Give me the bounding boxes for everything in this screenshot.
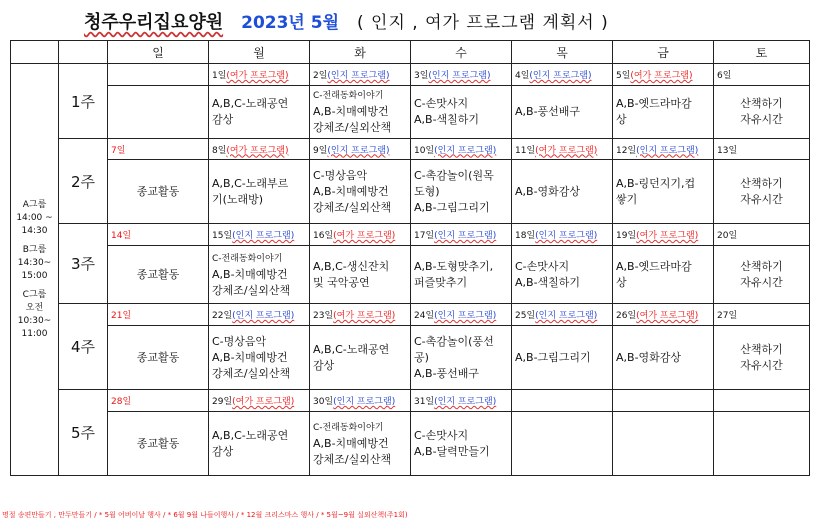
program-type: (여가 프로그램) [535,145,598,156]
day-header: 금 [613,41,714,64]
date-cell [512,390,613,412]
group-c [11,289,58,341]
activity-line: A,B-그림그리기 [515,350,591,364]
date-cell [310,390,411,412]
group-b [11,244,58,283]
activity-cell [714,160,810,224]
date-cell [209,64,310,86]
activity-line: C-손맛사지 [515,259,570,273]
plan-month: 2023년 5월 [241,13,340,33]
activity-line: 종교활동 [136,350,180,364]
date-number: 26일 [616,311,637,321]
date-cell [714,304,810,326]
date-number: 25일 [515,311,536,321]
activity-cell [613,246,714,304]
date-cell [613,304,714,326]
week-label: 2주 [59,139,108,224]
activity-cell [209,412,310,476]
program-type: (인지 프로그램) [434,311,497,321]
activity-row [11,412,810,476]
activity-cell [108,160,209,224]
day-header: 수 [411,41,512,64]
schedule-table [10,40,810,476]
date-number: 9일 [313,145,328,156]
activity-line: A,B-치매예방건 [313,184,389,198]
date-number: 24일 [414,311,435,321]
week-label: 5주 [59,390,108,476]
group-c-time: 10:30~ 11:00 [17,315,52,339]
activity-cell [310,160,411,224]
date-cell [310,304,411,326]
activity-row [11,86,810,139]
group-a-time: 14:00 ~ 14:30 [16,212,53,236]
group-c-label: C그룹 [22,289,47,300]
day-header: 월 [209,41,310,64]
activity-line: 상 [616,275,627,289]
date-cell [512,224,613,246]
activity-line: A,B-치매예방건 [313,105,389,118]
date-cell [108,390,209,412]
activity-cell [613,326,714,390]
activity-line: 기(노래방) [212,192,264,206]
activity-line: 자유시간 [740,113,783,126]
activity-line: 감상 [313,358,335,372]
activity-line: 감상 [212,113,234,126]
activity-line: A,B,C-노래공연 [313,342,390,356]
activity-cell [310,246,411,304]
activity-cell [310,86,411,139]
activity-line: 강체조/실외산책 [313,121,392,134]
activity-line: C-명상음악 [313,168,368,182]
date-cell [108,224,209,246]
corner-cell [59,41,108,64]
week-label: 3주 [59,224,108,304]
program-type: (인지 프로그램) [232,311,295,321]
activity-line: A,B-그림그리기 [414,200,490,214]
activity-line: 종교활동 [136,436,180,450]
program-type: (여가 프로그램) [226,71,289,81]
date-row [11,224,810,246]
activity-line: 쌓기 [616,192,638,206]
program-type: (인지 프로그램) [232,231,295,241]
program-type: (여가 프로그램) [636,231,699,241]
activity-row [11,246,810,304]
footer-notes: 명절 송편만들기 , 만두만들기 / * 5월 어버이날 행사 / * 6월 9월 나들이행사 / * 12월 크리스마스 행사 / * 5월~9월 실외산책(주1회) [2,511,408,519]
activity-line: A,B-달력만들기 [414,444,490,458]
activity-line: C-전래동화이야기 [313,422,384,433]
activity-line: A,B-치매예방건 [212,267,288,281]
date-number: 12일 [616,145,637,156]
activity-cell [310,326,411,390]
activity-line: 강체조/실외산책 [212,366,291,380]
date-cell [411,64,512,86]
date-number: 28일 [111,397,132,407]
activity-row [11,326,810,390]
date-cell [714,139,810,160]
date-cell [209,224,310,246]
activity-line: A,B-옛드라마감 [616,259,692,273]
date-row [11,304,810,326]
date-number: 16일 [313,231,334,241]
activity-line: C-명상음악 [212,334,267,348]
date-cell [411,224,512,246]
group-a [11,199,58,238]
activity-cell [209,326,310,390]
date-cell [310,64,411,86]
date-cell [613,139,714,160]
activity-line: 감상 [212,444,234,458]
date-cell [512,139,613,160]
activity-line: C-손맛사지 [414,97,469,110]
program-type: (여가 프로그램) [232,397,295,407]
activity-line: A,B-치매예방건 [313,436,389,450]
activity-cell [512,412,613,476]
document-title [84,8,609,34]
activity-line: 퍼즐맞추기 [414,275,468,289]
activity-cell [108,412,209,476]
date-number: 20일 [717,231,738,241]
activity-cell [512,160,613,224]
activity-cell [108,246,209,304]
week-label: 1주 [59,64,108,139]
activity-cell [512,246,613,304]
day-header: 토 [714,41,810,64]
activity-line: 종교활동 [136,267,180,281]
activity-cell [512,86,613,139]
activity-line: 강체조/실외산책 [313,452,392,466]
activity-cell [714,412,810,476]
date-cell [108,304,209,326]
activity-line: C-전래동화이야기 [212,253,283,264]
activity-line: A,B,C-생신잔치 [313,259,390,273]
activity-line: A,B-치매예방건 [212,350,288,364]
program-type: (인지 프로그램) [434,397,497,407]
plan-description: ( 인지 , 여가 프로그램 계획서 ) [357,13,609,33]
activity-cell [613,86,714,139]
date-cell [209,304,310,326]
date-number: 19일 [616,231,637,241]
date-number: 11일 [515,145,536,156]
activity-line: 상 [616,113,627,126]
date-cell [310,224,411,246]
activity-line: A,B,C-노래공연 [212,428,289,442]
program-type: (인지 프로그램) [434,231,497,241]
date-cell [108,139,209,160]
date-number: 6일 [717,71,732,81]
date-cell [512,64,613,86]
day-header: 화 [310,41,411,64]
date-number: 18일 [515,231,536,241]
week-label: 4주 [59,304,108,390]
corner-cell [11,41,59,64]
activity-cell [209,86,310,139]
date-number: 4일 [515,71,530,81]
date-cell [209,139,310,160]
activity-line: A,B,C-노래부르 [212,176,289,190]
date-number: 10일 [414,145,435,156]
date-number: 14일 [111,231,132,241]
program-type: (여가 프로그램) [226,145,289,156]
activity-line: 자유시간 [740,358,783,372]
activity-line: 종교활동 [136,184,180,198]
date-row [11,390,810,412]
program-type: (인지 프로그램) [428,71,491,81]
activity-cell [512,326,613,390]
date-number: 7일 [111,145,126,156]
program-type: (인지 프로그램) [529,71,592,81]
group-b-label: B그룹 [22,244,47,255]
date-number: 30일 [313,397,334,407]
date-number: 2일 [313,71,328,81]
date-cell [613,390,714,412]
activity-line: 도형) [414,184,440,198]
program-type: (인지 프로그램) [327,145,390,156]
activity-line: 자유시간 [740,275,783,289]
date-number: 22일 [212,311,233,321]
activity-cell [411,246,512,304]
activity-line: A,B-색칠하기 [414,113,480,126]
activity-cell [108,326,209,390]
date-row [11,139,810,160]
program-type: (인지 프로그램) [327,71,390,81]
program-type: (여가 프로그램) [333,311,396,321]
activity-cell [310,412,411,476]
date-number: 5일 [616,71,631,81]
activity-cell [108,86,209,139]
header-row [11,41,810,64]
date-number: 15일 [212,231,233,241]
date-cell [714,64,810,86]
activity-line: A,B-옛드라마감 [616,97,692,110]
activity-line: 산책하기 [740,342,783,356]
program-type: (여가 프로그램) [333,231,396,241]
activity-cell [613,160,714,224]
activity-line: A,B-영화감상 [515,184,581,198]
date-cell [209,390,310,412]
activity-cell [613,412,714,476]
activity-cell [209,160,310,224]
group-c-sub: 오전 [25,302,44,313]
date-number: 1일 [212,71,227,81]
activity-line: 산책하기 [740,259,783,273]
program-type: (인지 프로그램) [535,311,598,321]
program-type: (인지 프로그램) [333,397,396,407]
date-cell [613,64,714,86]
date-number: 13일 [717,145,738,156]
program-type: (여가 프로그램) [636,311,699,321]
date-number: 31일 [414,397,435,407]
activity-cell [714,246,810,304]
activity-cell [209,246,310,304]
activity-line: A,B,C-노래공연 [212,97,289,110]
activity-line: 산책하기 [740,97,783,110]
activity-line: 자유시간 [740,192,783,206]
activity-line: A,B-도형맞추기, [414,259,494,273]
date-cell [613,224,714,246]
date-number: 21일 [111,311,132,321]
date-number: 27일 [717,311,738,321]
activity-line: 산책하기 [740,176,783,190]
activity-cell [411,86,512,139]
date-cell [714,224,810,246]
program-type: (인지 프로그램) [434,145,497,156]
group-b-time: 14:30~ 15:00 [17,257,52,281]
date-number: 17일 [414,231,435,241]
program-type: (여가 프로그램) [630,71,693,81]
date-cell [512,304,613,326]
day-header: 일 [108,41,209,64]
date-cell [411,390,512,412]
activity-line: A,B-링던지기,컵 [616,176,696,190]
date-cell [714,390,810,412]
group-a-label: A그룹 [22,199,47,210]
facility-name: 청주우리집요양원 [84,12,224,33]
program-type: (인지 프로그램) [535,231,598,241]
activity-cell [411,326,512,390]
date-cell [411,304,512,326]
activity-line: 강체조/실외산책 [313,200,392,214]
activity-line: A,B-풍선배구 [515,105,581,118]
activity-line: 강체조/실외산책 [212,283,291,297]
date-number: 8일 [212,145,227,156]
activity-cell [411,412,512,476]
date-cell [310,139,411,160]
date-row [11,64,810,86]
activity-cell [714,326,810,390]
activity-line: C-촉감놀이(풍선 [414,334,494,348]
activity-line: 공) [414,350,429,364]
day-header: 목 [512,41,613,64]
date-cell [411,139,512,160]
activity-line: C-전래동화이야기 [313,91,384,101]
date-number: 3일 [414,71,429,81]
activity-cell [411,160,512,224]
activity-cell [714,86,810,139]
group-times [11,64,59,476]
program-type: (인지 프로그램) [636,145,699,156]
activity-line: C-손맛사지 [414,428,469,442]
activity-row [11,160,810,224]
activity-line: A,B-색칠하기 [515,275,581,289]
date-number: 29일 [212,397,233,407]
activity-line: 및 국악공연 [313,275,370,289]
activity-line: C-촉감놀이(원목 [414,168,494,182]
activity-line: A,B-풍선배구 [414,366,480,380]
date-cell [108,64,209,86]
date-number: 23일 [313,311,334,321]
activity-line: A,B-영화감상 [616,350,682,364]
